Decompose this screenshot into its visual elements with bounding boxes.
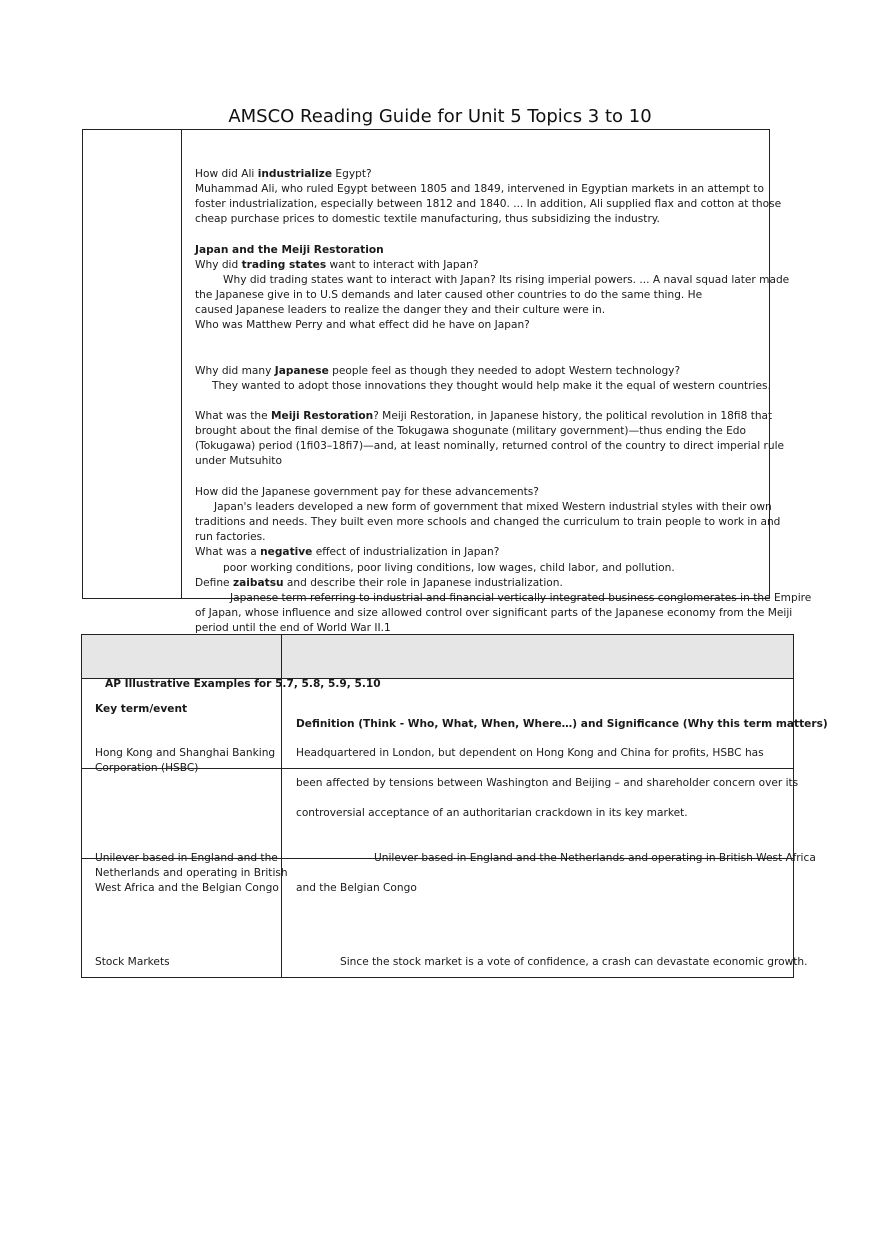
answer-zaibatsu-line: Japanese term referring to industrial and financial vertically integrated business conglomerates in the Empire: [230, 592, 812, 604]
answer-advancements-line: run factories.: [195, 531, 266, 543]
definition-unilever-line: Unilever based in England and the Netherlands and operating in British West Africa: [374, 852, 816, 864]
question-meiji-restoration: What was the Meiji Restoration? Meiji Restoration, in Japanese history, the political revolution in 18fi8 that: [195, 410, 773, 422]
examples-heading: AP Illustrative Examples for 5.7, 5.8, 5.9, 5.10: [105, 678, 381, 690]
question-ali: How did Ali industrialize Egypt?: [195, 168, 372, 180]
page-title: AMSCO Reading Guide for Unit 5 Topics 3 to 10: [228, 106, 652, 127]
term-unilever: West Africa and the Belgian Congo: [95, 882, 279, 894]
answer-western-tech: They wanted to adopt those innovations they thought would help make it the equal of western countries.: [212, 380, 771, 392]
definition-hsbc-line: controversial acceptance of an authoritarian crackdown in its key market.: [296, 807, 688, 819]
answer-advancements-line: Japan's leaders developed a new form of government that mixed Western industrial styles with their own: [214, 501, 772, 513]
answer-trade-line: the Japanese give in to U.S demands and later caused other countries to do the same thing. He: [195, 289, 703, 301]
answer-ali-line: Muhammad Ali, who ruled Egypt between 1805 and 1849, intervened in Egyptian markets in an attempt to: [195, 183, 764, 195]
term-stock-markets: Stock Markets: [95, 956, 170, 968]
term-hsbc: Hong Kong and Shanghai Banking: [95, 747, 276, 759]
question-zaibatsu: Define zaibatsu and describe their role in Japanese industrialization.: [195, 577, 563, 589]
answer-ali-line: cheap purchase prices to domestic textile manufacturing, thus subsidizing the industry.: [195, 213, 660, 225]
definition-hsbc-line: Headquartered in London, but dependent on Hong Kong and China for profits, HSBC has: [296, 747, 764, 759]
term-unilever: Unilever based in England and the: [95, 852, 278, 864]
row-rule: [81, 768, 794, 769]
definition-hsbc-line: been affected by tensions between Washington and Beijing – and shareholder concern over its: [296, 777, 799, 789]
upper-table-divider: [181, 129, 182, 599]
column-header-definition: Definition (Think - Who, What, When, Where…) and Significance (Why this term matters): [296, 718, 828, 730]
definition-stock-markets: Since the stock market is a vote of confidence, a crash can devastate economic growth.: [340, 956, 808, 968]
answer-meiji-line: (Tokugawa) period (1fi03–18fi7)—and, at least nominally, returned control of the country to direct imperial rule: [195, 440, 785, 452]
answer-trade-line: Why did trading states want to interact with Japan? Its rising imperial powers. ... A naval squad later made: [223, 274, 790, 286]
question-perry: Who was Matthew Perry and what effect did he have on Japan?: [195, 319, 530, 331]
answer-meiji-line: brought about the final demise of the Tokugawa shogunate (military government)—thus ending the Edo: [195, 425, 746, 437]
question-western-tech: Why did many Japanese people feel as though they needed to adopt Western technology?: [195, 365, 681, 377]
term-unilever: Netherlands and operating in British: [95, 867, 288, 879]
row-rule: [81, 858, 794, 859]
answer-negative-effect: poor working conditions, poor living conditions, low wages, child labor, and pollution.: [223, 562, 675, 574]
term-hsbc: Corporation (HSBC): [95, 762, 199, 774]
answer-meiji-line: under Mutsuhito: [195, 455, 282, 467]
column-header-term: Key term/event: [95, 703, 188, 715]
answer-advancements-line: traditions and needs. They built even more schools and changed the curriculum to train people to work in and: [195, 516, 781, 528]
question-negative-effect: What was a negative effect of industrialization in Japan?: [195, 546, 500, 558]
question-advancements: How did the Japanese government pay for these advancements?: [195, 486, 539, 498]
answer-zaibatsu-line: of Japan, whose influence and size allowed control over significant parts of the Japanese economy from the Meiji: [195, 607, 793, 619]
question-trading-states: Why did trading states want to interact with Japan?: [195, 259, 479, 271]
section-heading-meiji: Japan and the Meiji Restoration: [195, 244, 384, 256]
answer-ali-line: foster industrialization, especially between 1812 and 1840. ... In addition, Ali supplied flax and cotton at those: [195, 198, 782, 210]
answer-trade-line: caused Japanese leaders to realize the danger they and their culture were in.: [195, 304, 606, 316]
answer-zaibatsu-line: period until the end of World War II.1: [195, 622, 391, 634]
definition-unilever-line: and the Belgian Congo: [296, 882, 417, 894]
